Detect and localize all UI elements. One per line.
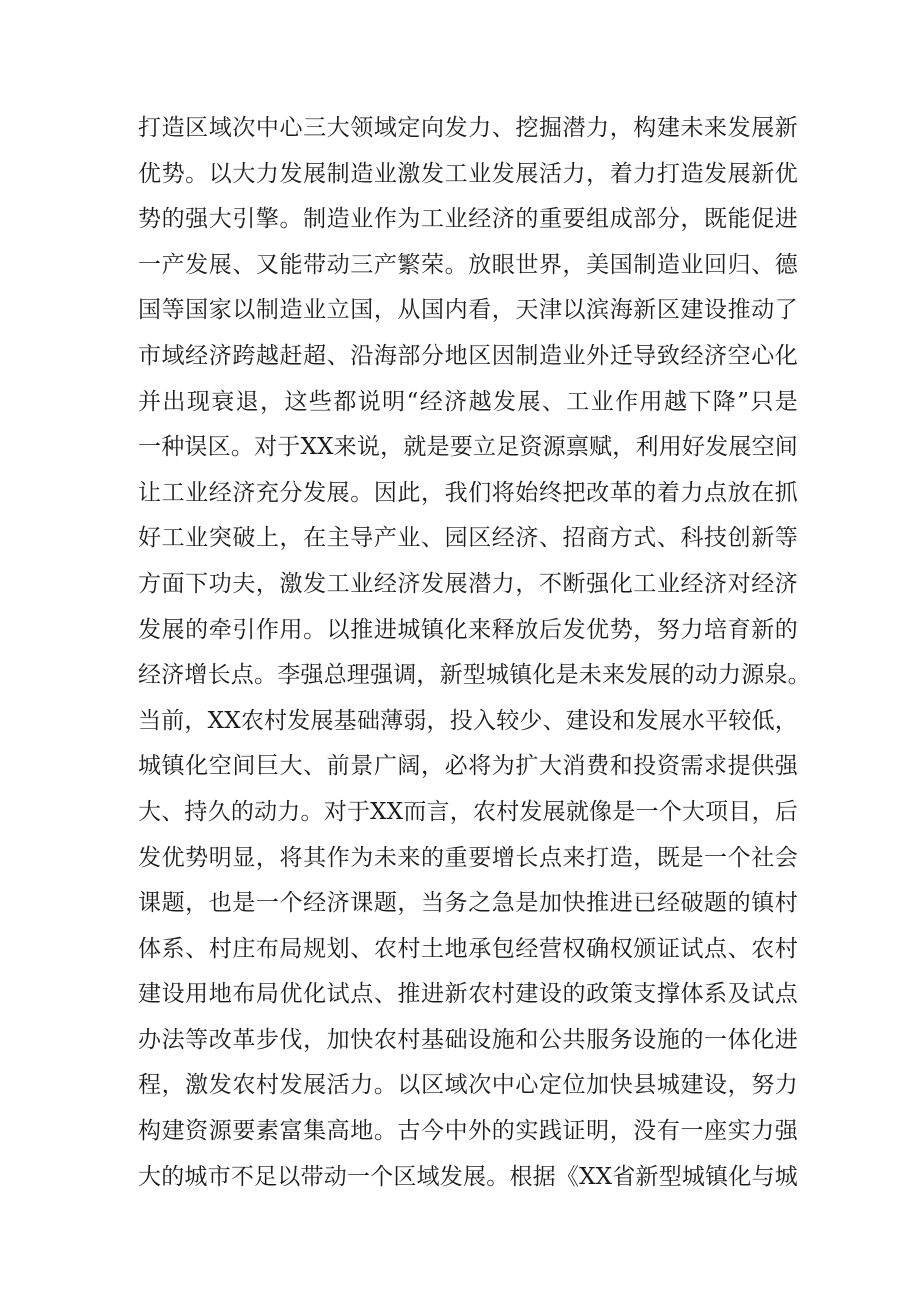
- text-line: 好工业突破上，在主导产业、园区经济、招商方式、科技创新等: [138, 525, 798, 552]
- text-line: 方面下功夫，激发工业经济发展潜力，不断强化工业经济对经济: [138, 570, 798, 597]
- text-line: 打造区域次中心三大领域定向发力、挖掘潜力，构建未来发展新: [138, 115, 798, 141]
- text-line: 势的强大引擎。制造业作为工业经济的重要组成部分，既能促进: [138, 206, 798, 233]
- text-line: 一种误区。对于XX来说，就是要立足资源禀赋，利用好发展空间: [138, 434, 798, 461]
- text-line: 程，激发农村发展活力。以区域次中心定位加快县城建设，努力: [138, 1072, 798, 1099]
- text-line: 城镇化空间巨大、前景广阔，必将为扩大消费和投资需求提供强: [138, 753, 798, 780]
- text-line: 市域经济跨越赶超、沿海部分地区因制造业外迁导致经济空心化: [138, 342, 798, 369]
- text-line: 构建资源要素富集高地。古今中外的实践证明，没有一座实力强: [138, 1118, 798, 1145]
- text-line: 建设用地布局优化试点、推进新农村建设的政策支撑体系及试点: [138, 981, 798, 1008]
- text-line: 优势。以大力发展制造业激发工业发展活力，着力打造发展新优: [138, 160, 798, 187]
- text-line: 让工业经济充分发展。因此，我们将始终把改革的着力点放在抓: [138, 479, 798, 506]
- text-line: 发展的牵引作用。以推进城镇化来释放后发优势，努力培育新的: [138, 616, 798, 643]
- text-line: 并出现衰退，这些都说明“经济越发展、工业作用越下降”只是: [138, 388, 798, 415]
- body-paragraph: [138, 106, 811, 1200]
- text-line: 当前，XX农村发展基础薄弱，投入较少、建设和发展水平较低，: [138, 707, 798, 734]
- text-line: 一产发展、又能带动三产繁荣。放眼世界，美国制造业回归、德: [138, 251, 798, 278]
- text-line: 大、持久的动力。对于XX而言，农村发展就像是一个大项目，后: [138, 798, 798, 825]
- text-line: 办法等改革步伐，加快农村基础设施和公共服务设施的一体化进: [138, 1026, 798, 1053]
- text-line: 经济增长点。李强总理强调，新型城镇化是未来发展的动力源泉。: [138, 662, 811, 689]
- text-line: 大的城市不足以带动一个区域发展。根据《XX省新型城镇化与城: [138, 1163, 798, 1190]
- text-line: 课题，也是一个经济课题，当务之急是加快推进已经破题的镇村: [138, 890, 798, 917]
- text-line: 国等国家以制造业立国，从国内看，天津以滨海新区建设推动了: [138, 297, 798, 324]
- text-line: 发优势明显，将其作为未来的重要增长点来打造，既是一个社会: [138, 844, 798, 871]
- text-line: 体系、村庄布局规划、农村土地承包经营权确权颁证试点、农村: [138, 935, 798, 962]
